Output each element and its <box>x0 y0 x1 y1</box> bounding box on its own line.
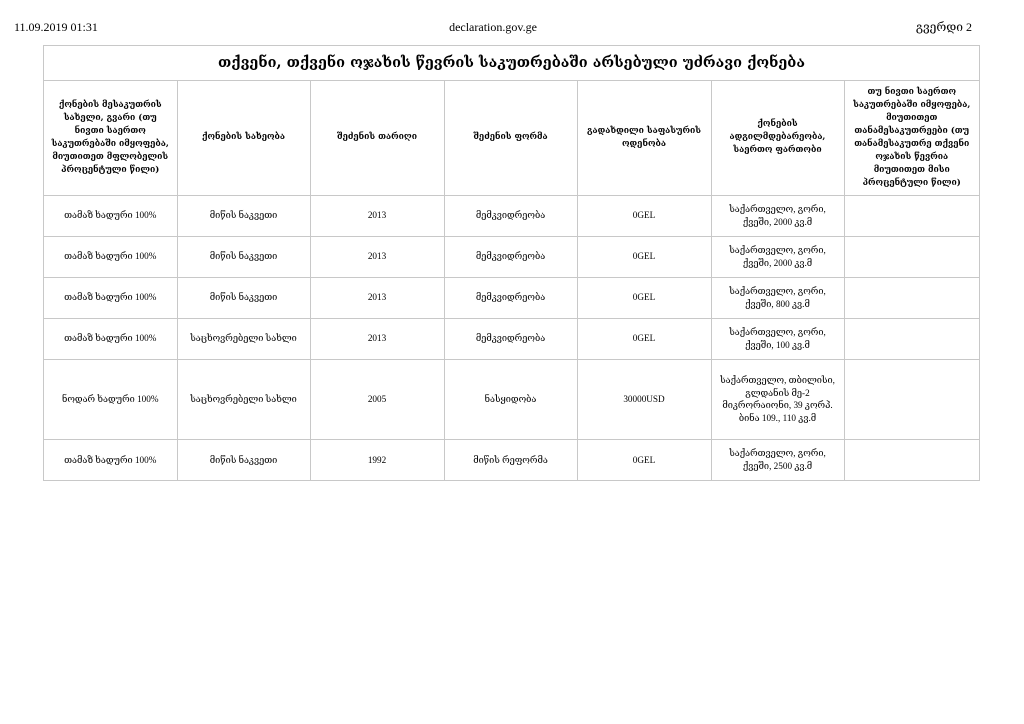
cell-price: 0GEL <box>577 236 711 277</box>
cell-date: 2005 <box>310 359 444 439</box>
cell-owner: თამაზ ხადური 100% <box>44 318 177 359</box>
cell-owner: თამაზ ხადური 100% <box>44 439 177 480</box>
cell-owner: თამაზ ხადური 100% <box>44 195 177 236</box>
cell-form: მემკვიდრეობა <box>444 236 577 277</box>
column-header-co-owners: თუ ნივთი საერთო საკუთრებაში იმყოფება, მიუთითეთ თანამესაკუთრეები (თუ თანამესაკუთრე თქვენი ოჯახის წევრია მიუთითეთ მისი პროცენტული წილი) <box>844 81 979 195</box>
page-number: გვერდი 2 <box>915 20 972 34</box>
section-title: თქვენი, თქვენი ოჯახის წევრის საკუთრებაში არსებული უძრავი ქონება <box>44 46 979 81</box>
cell-type: საცხოვრებელი სახლი <box>177 318 310 359</box>
table-row <box>44 318 979 359</box>
cell-type: საცხოვრებელი სახლი <box>177 359 310 439</box>
column-header-location: ქონების ადგილმდებარეობა, საერთო ფართობი <box>711 81 844 195</box>
column-header-date: შეძენის თარიღი <box>310 81 444 195</box>
table-row <box>44 277 979 318</box>
cell-form: მემკვიდრეობა <box>444 277 577 318</box>
cell-price: 30000USD <box>577 359 711 439</box>
table-row <box>44 195 979 236</box>
cell-form: მემკვიდრეობა <box>444 195 577 236</box>
print-header <box>14 20 972 36</box>
cell-location: საქართველო, გორი, ქვეში, 2500 კვ.მ <box>711 439 844 480</box>
cell-location: საქართველო, თბილისი, გლდანის მე-2 მიკრორაიონი, 39 კორპ. ბინა 109., 110 კვ.მ <box>711 359 844 439</box>
cell-form: მემკვიდრეობა <box>444 318 577 359</box>
table-row <box>44 439 979 480</box>
cell-price: 0GEL <box>577 195 711 236</box>
cell-price: 0GEL <box>577 318 711 359</box>
cell-co-owners <box>844 277 979 318</box>
print-datetime: 11.09.2019 01:31 <box>14 20 98 34</box>
print-site: declaration.gov.ge <box>449 20 537 34</box>
cell-form: ნასყიდობა <box>444 359 577 439</box>
table-header-row <box>44 81 979 195</box>
cell-location: საქართველო, გორი, ქვეში, 2000 კვ.მ <box>711 236 844 277</box>
column-header-owner: ქონების მესაკუთრის სახელი, გვარი (თუ ნივთი საერთო საკუთრებაში იმყოფება, მიუთითეთ მფლობელის პროცენტული წილი) <box>44 81 177 195</box>
real-estate-table <box>44 81 979 480</box>
column-header-price: გადახდილი საფასურის ოდენობა <box>577 81 711 195</box>
cell-location: საქართველო, გორი, ქვეში, 2000 კვ.მ <box>711 195 844 236</box>
cell-type: მიწის ნაკვეთი <box>177 277 310 318</box>
cell-form: მიწის რეფორმა <box>444 439 577 480</box>
cell-price: 0GEL <box>577 277 711 318</box>
cell-date: 1992 <box>310 439 444 480</box>
cell-co-owners <box>844 195 979 236</box>
table-row <box>44 359 979 439</box>
cell-date: 2013 <box>310 195 444 236</box>
cell-co-owners <box>844 318 979 359</box>
cell-type: მიწის ნაკვეთი <box>177 439 310 480</box>
cell-date: 2013 <box>310 236 444 277</box>
table-row <box>44 236 979 277</box>
cell-co-owners <box>844 439 979 480</box>
cell-co-owners <box>844 236 979 277</box>
cell-type: მიწის ნაკვეთი <box>177 195 310 236</box>
column-header-type: ქონების სახეობა <box>177 81 310 195</box>
cell-price: 0GEL <box>577 439 711 480</box>
cell-date: 2013 <box>310 318 444 359</box>
cell-co-owners <box>844 359 979 439</box>
cell-owner: თამაზ ხადური 100% <box>44 236 177 277</box>
cell-type: მიწის ნაკვეთი <box>177 236 310 277</box>
cell-location: საქართველო, გორი, ქვეში, 100 კვ.მ <box>711 318 844 359</box>
column-header-form: შეძენის ფორმა <box>444 81 577 195</box>
cell-location: საქართველო, გორი, ქვეში, 800 კვ.მ <box>711 277 844 318</box>
cell-owner: ნოდარ ხადური 100% <box>44 359 177 439</box>
real-estate-section <box>43 45 980 481</box>
cell-date: 2013 <box>310 277 444 318</box>
cell-owner: თამაზ ხადური 100% <box>44 277 177 318</box>
